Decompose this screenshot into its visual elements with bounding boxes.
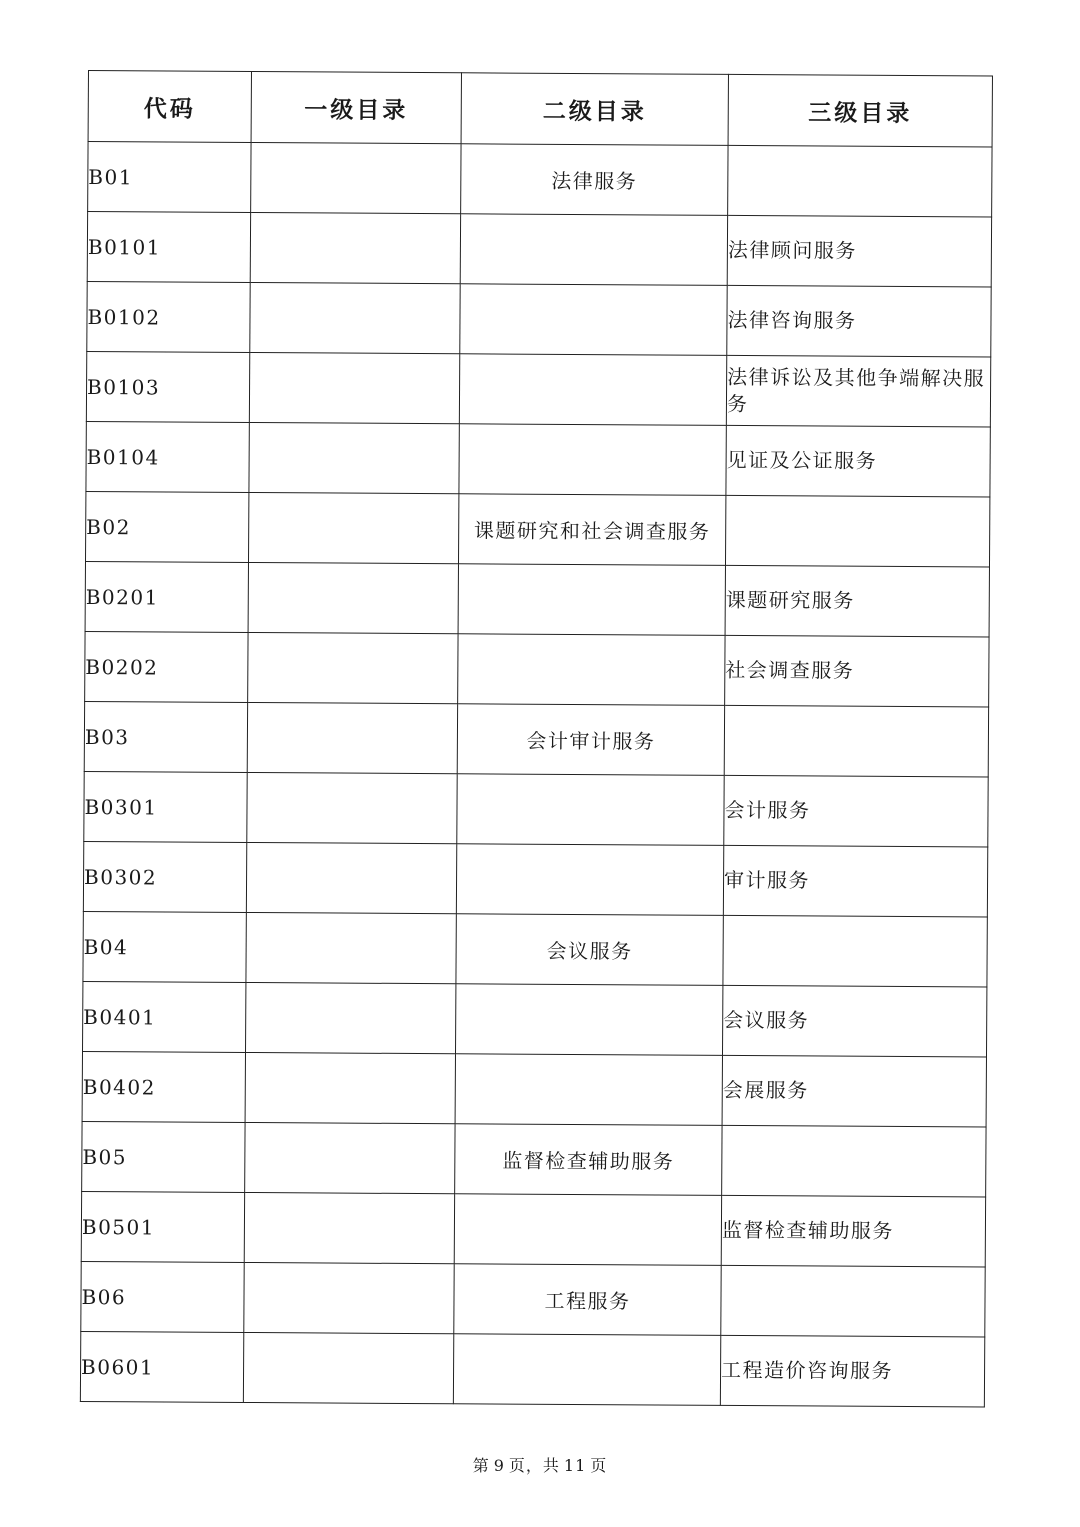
page-footer — [0, 1453, 1080, 1476]
footer-current-page: 9 — [493, 1456, 505, 1475]
table-row — [87, 281, 991, 357]
footer-total-pages: 11 — [563, 1456, 587, 1475]
table-row — [85, 491, 989, 567]
row-level1-cell — [246, 842, 456, 913]
row-level1-cell — [245, 1052, 455, 1123]
row-level2-cell: 法律服务 — [461, 144, 728, 216]
header-level1: 一级目录 — [251, 71, 461, 143]
row-code: B0301 — [84, 771, 247, 842]
row-code: B02 — [85, 491, 248, 562]
row-code: B0101 — [87, 212, 250, 283]
row-level1-cell — [247, 702, 457, 773]
row-code: B0401 — [83, 981, 246, 1052]
table-header-row — [88, 71, 992, 148]
row-level3-cell: 审计服务 — [723, 845, 987, 917]
table-row — [83, 841, 987, 917]
row-level2-cell — [456, 844, 723, 916]
row-code: B05 — [82, 1121, 245, 1192]
row-level2-cell — [459, 424, 726, 496]
row-level1-cell — [250, 212, 460, 283]
table-row — [84, 771, 988, 847]
row-level2-cell — [460, 214, 727, 286]
row-level2-cell — [458, 564, 725, 636]
row-level1-cell — [249, 422, 459, 493]
header-code: 代码 — [88, 71, 251, 143]
row-code: B0102 — [87, 281, 250, 352]
row-level3-cell: 会展服务 — [722, 1055, 986, 1127]
row-level2-cell — [455, 984, 722, 1056]
row-level1-cell — [245, 1122, 455, 1193]
row-level1-cell — [246, 912, 456, 983]
row-code: B0402 — [82, 1051, 245, 1122]
row-level2-cell — [458, 634, 725, 706]
row-code: B06 — [81, 1261, 244, 1332]
row-code: B01 — [88, 142, 251, 213]
row-code: B0302 — [83, 841, 246, 912]
row-level3-cell — [725, 495, 989, 567]
row-code: B0103 — [86, 351, 249, 422]
row-code: B0104 — [86, 421, 249, 492]
row-level3-cell: 法律咨询服务 — [727, 285, 991, 357]
table-row — [82, 1051, 986, 1127]
row-code: B0501 — [81, 1191, 244, 1262]
row-code: B0202 — [85, 631, 248, 702]
row-level3-cell: 法律诉讼及其他争端解决服务 — [726, 355, 990, 427]
row-level3-cell — [721, 1265, 985, 1337]
table-row — [84, 701, 988, 777]
table-row — [81, 1191, 985, 1267]
row-level1-cell — [244, 1262, 454, 1333]
row-level3-cell: 工程造价咨询服务 — [720, 1335, 984, 1407]
row-code: B0201 — [85, 561, 248, 632]
row-level3-cell: 监督检查辅助服务 — [721, 1195, 985, 1267]
row-level3-cell — [722, 1125, 986, 1197]
row-level1-cell — [248, 562, 458, 633]
row-level2-cell — [460, 284, 727, 356]
table-body — [80, 142, 992, 1407]
row-level2-cell — [454, 1194, 721, 1266]
header-level3: 三级目录 — [728, 74, 992, 147]
row-level1-cell — [247, 772, 457, 843]
table-row — [86, 421, 990, 497]
table-row — [88, 142, 992, 218]
row-level3-cell — [723, 915, 987, 987]
row-level2-cell: 监督检查辅助服务 — [455, 1124, 722, 1196]
row-code: B03 — [84, 701, 247, 772]
footer-middle: 页，共 — [508, 1456, 560, 1475]
table-row — [83, 911, 987, 987]
table-row — [85, 561, 989, 637]
table-row — [85, 631, 989, 707]
row-code: B0601 — [80, 1331, 243, 1402]
row-code: B04 — [83, 911, 246, 982]
header-level2: 二级目录 — [461, 73, 728, 146]
row-level1-cell — [249, 352, 459, 423]
service-catalog-table — [80, 70, 993, 1408]
row-level2-cell — [453, 1334, 720, 1406]
row-level1-cell — [246, 982, 456, 1053]
row-level2-cell: 工程服务 — [454, 1264, 721, 1336]
table-row — [81, 1261, 985, 1337]
row-level1-cell — [243, 1332, 453, 1403]
row-level2-cell: 会计审计服务 — [457, 704, 724, 776]
row-level1-cell — [248, 492, 458, 563]
row-level3-cell: 法律顾问服务 — [727, 215, 991, 287]
row-level3-cell — [728, 145, 992, 217]
table-row — [87, 212, 991, 288]
row-level2-cell — [459, 354, 726, 426]
row-level1-cell — [251, 142, 461, 213]
table-row — [83, 981, 987, 1057]
row-level1-cell — [250, 282, 460, 353]
row-level3-cell — [724, 705, 988, 777]
footer-prefix: 第 — [472, 1456, 490, 1475]
row-level3-cell: 课题研究服务 — [725, 565, 989, 637]
table-row — [80, 1331, 984, 1407]
row-level2-cell: 课题研究和社会调查服务 — [458, 494, 725, 566]
row-level2-cell — [457, 774, 724, 846]
row-level2-cell: 会议服务 — [456, 914, 723, 986]
row-level1-cell — [248, 632, 458, 703]
table-row — [86, 351, 990, 427]
row-level2-cell — [455, 1054, 722, 1126]
row-level3-cell: 见证及公证服务 — [726, 425, 990, 497]
footer-suffix: 页 — [590, 1456, 608, 1475]
row-level1-cell — [244, 1192, 454, 1263]
row-level3-cell: 会议服务 — [722, 985, 986, 1057]
row-level3-cell: 社会调查服务 — [725, 635, 989, 707]
row-level3-cell: 会计服务 — [724, 775, 988, 847]
table-row — [82, 1121, 986, 1197]
